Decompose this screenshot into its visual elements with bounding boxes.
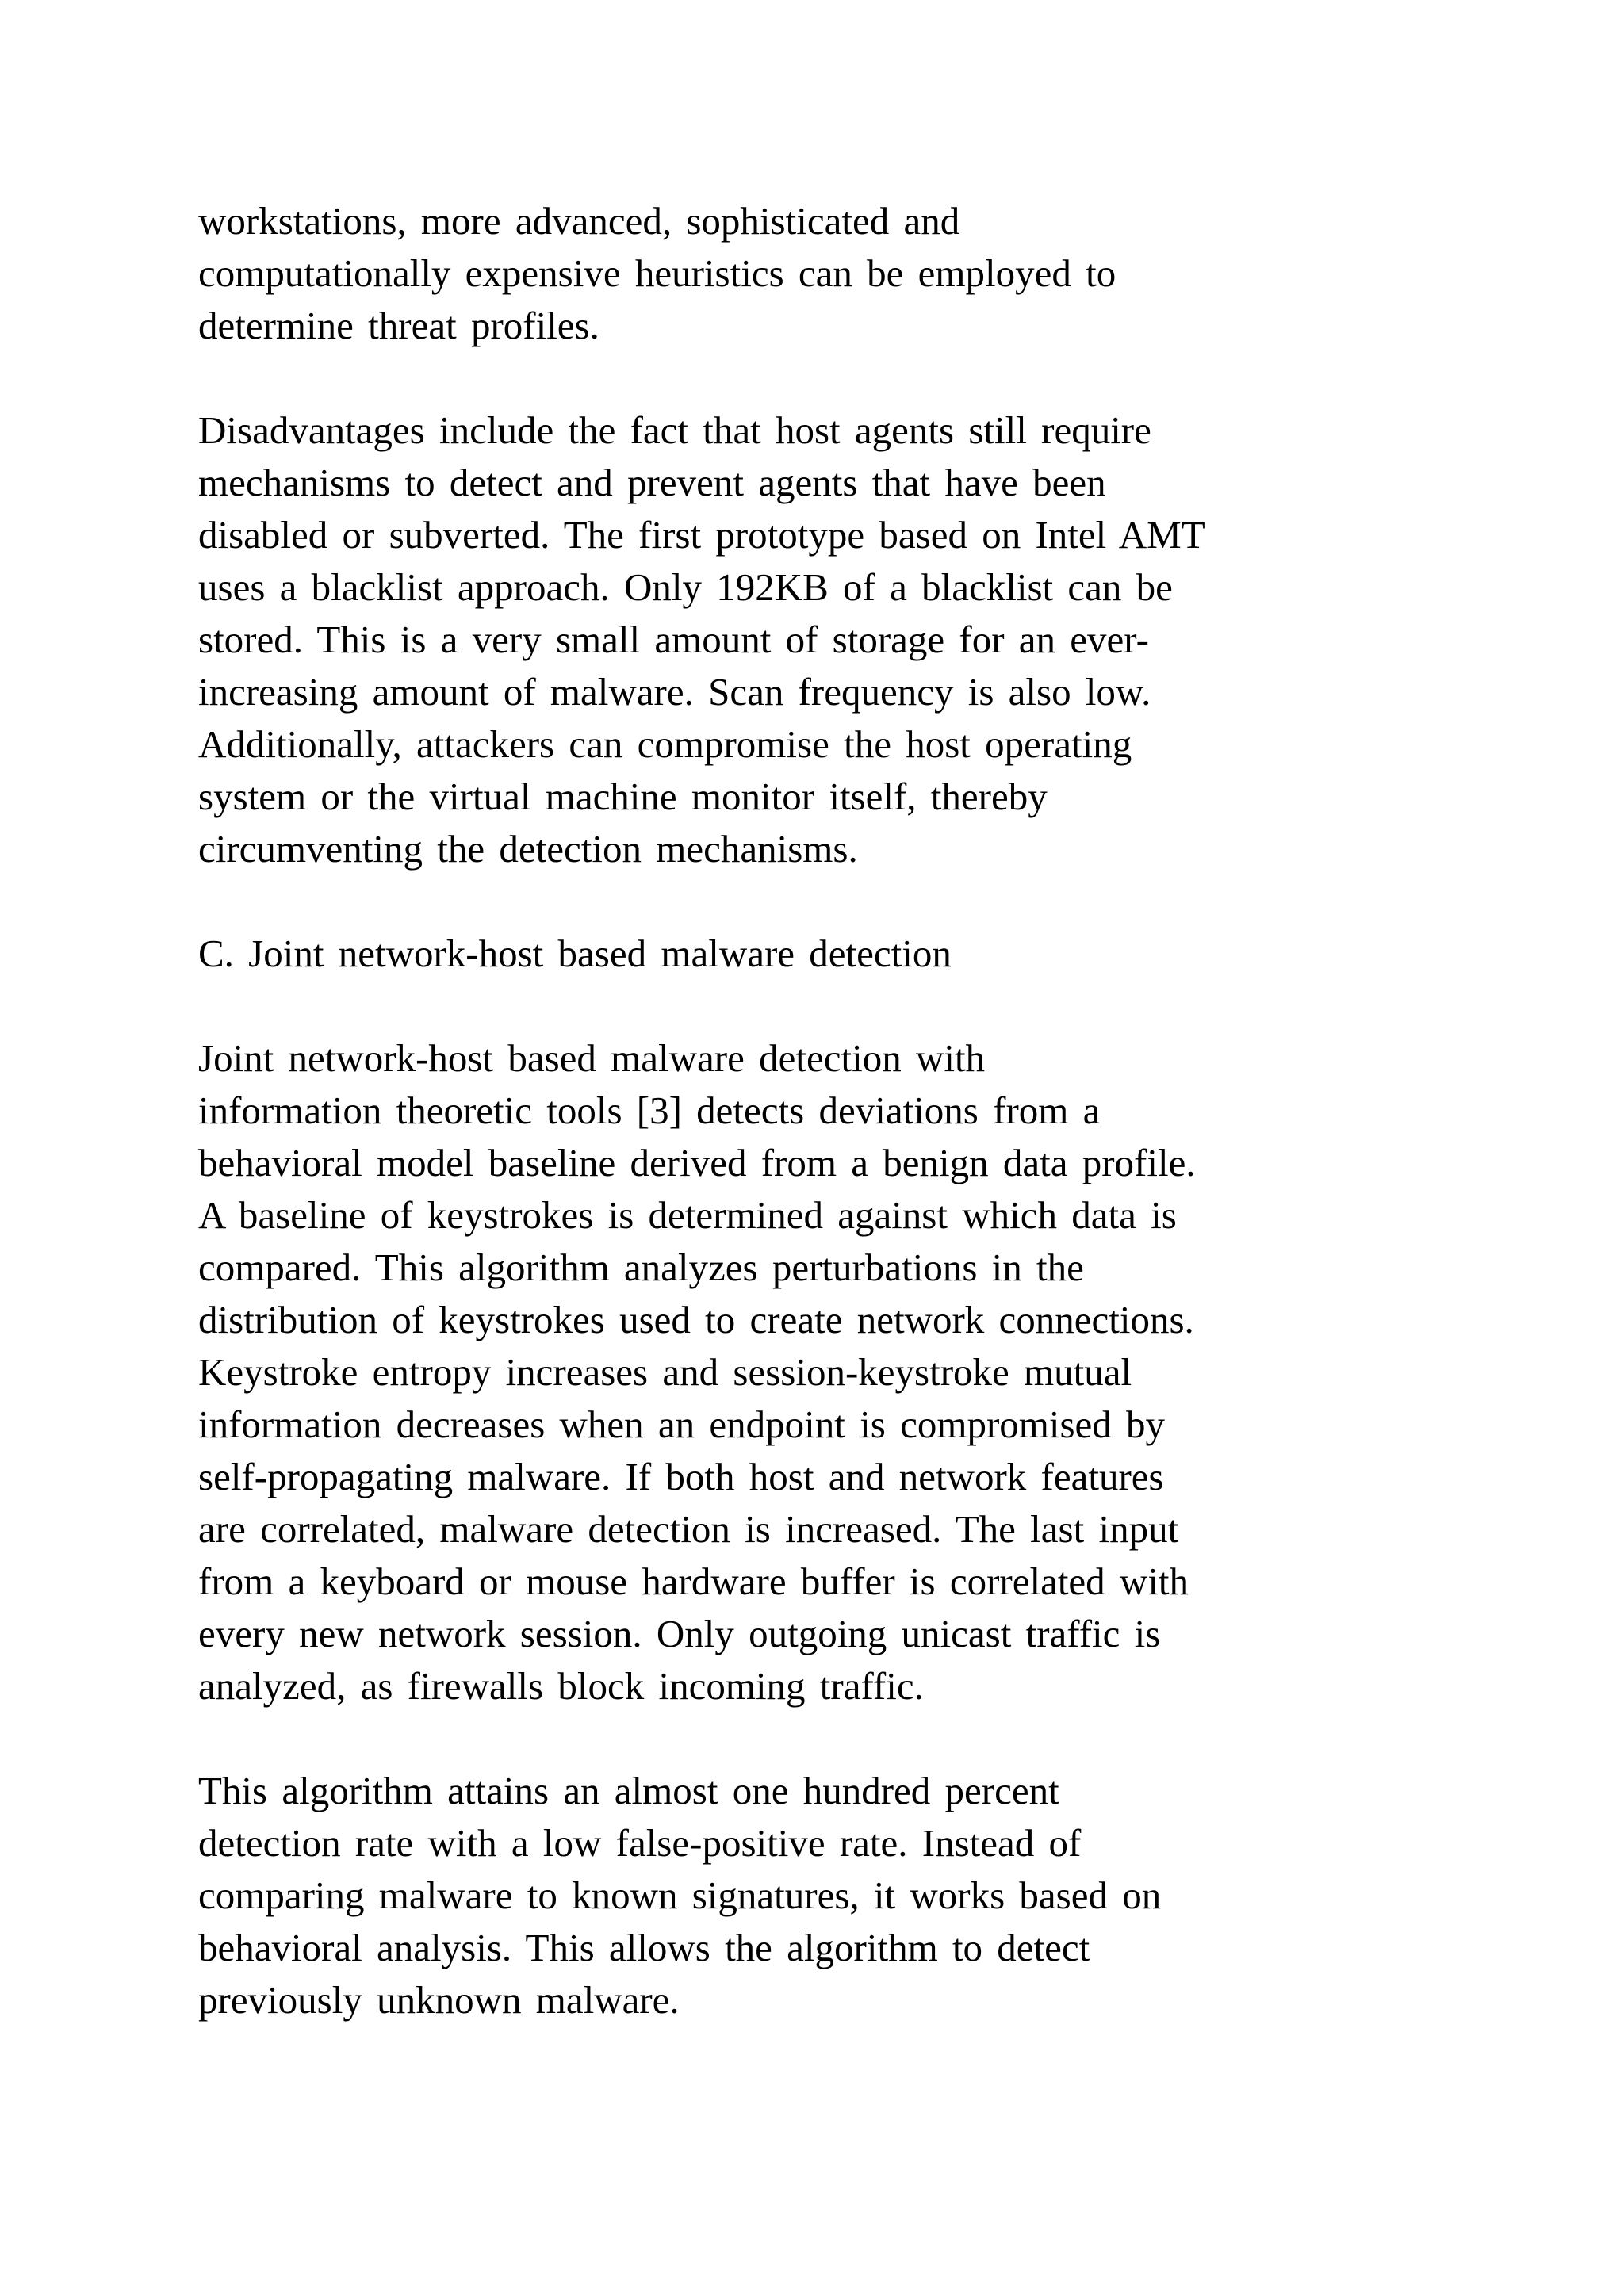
text-line: computationally expensive heuristics can be employed to — [198, 251, 1116, 295]
text-line: previously unknown malware. — [198, 1978, 680, 2022]
text-line: Keystroke entropy increases and session-keystroke mutual — [198, 1350, 1132, 1394]
text-line: from a keyboard or mouse hardware buffer is correlated with — [198, 1559, 1189, 1603]
text-line: disabled or subverted. The first prototype based on Intel AMT — [198, 513, 1205, 557]
paragraph-disadvantages — [198, 404, 1435, 875]
text-line: A baseline of keystrokes is determined against which data is — [198, 1193, 1177, 1237]
text-line: stored. This is a very small amount of storage for an ever- — [198, 618, 1149, 661]
text-line: This algorithm attains an almost one hundred percent — [198, 1769, 1059, 1812]
text-line: compared. This algorithm analyzes perturbations in the — [198, 1246, 1084, 1289]
section-heading-text: C. Joint network-host based malware detection — [198, 932, 952, 975]
text-line: increasing amount of malware. Scan frequency is also low. — [198, 670, 1151, 714]
text-line: behavioral analysis. This allows the algorithm to detect — [198, 1926, 1090, 1969]
text-line: uses a blacklist approach. Only 192KB of a blacklist can be — [198, 565, 1173, 609]
document-body — [198, 195, 1435, 2079]
text-line: mechanisms to detect and prevent agents that have been — [198, 461, 1106, 504]
text-line: information theoretic tools [3] detects deviations from a — [198, 1089, 1101, 1132]
paragraph-workstations-heuristics — [198, 195, 1435, 352]
text-line: distribution of keystrokes used to create network connections. — [198, 1298, 1194, 1341]
text-line: system or the virtual machine monitor itself, thereby — [198, 775, 1048, 818]
text-line: workstations, more advanced, sophisticated and — [198, 199, 960, 243]
text-line: detection rate with a low false-positive rate. Instead of — [198, 1821, 1082, 1865]
text-line: Joint network-host based malware detection with — [198, 1036, 986, 1080]
text-line: comparing malware to known signatures, it works based on — [198, 1873, 1162, 1917]
section-heading — [198, 928, 1435, 980]
text-line: Disadvantages include the fact that host agents still require — [198, 408, 1151, 452]
paragraph-joint-detection — [198, 1032, 1435, 1712]
text-line: analyzed, as firewalls block incoming traffic. — [198, 1664, 924, 1708]
paragraph-algorithm-results — [198, 1765, 1435, 2026]
text-line: circumventing the detection mechanisms. — [198, 827, 858, 871]
text-line: Additionally, attackers can compromise the host operating — [198, 722, 1132, 766]
text-line: behavioral model baseline derived from a benign data profile. — [198, 1141, 1196, 1184]
text-line: information decreases when an endpoint is compromised by — [198, 1402, 1166, 1446]
text-line: self-propagating malware. If both host and network features — [198, 1455, 1164, 1498]
text-line: are correlated, malware detection is increased. The last input — [198, 1507, 1179, 1551]
text-line: determine threat profiles. — [198, 304, 599, 347]
text-line: every new network session. Only outgoing unicast traffic is — [198, 1612, 1161, 1655]
